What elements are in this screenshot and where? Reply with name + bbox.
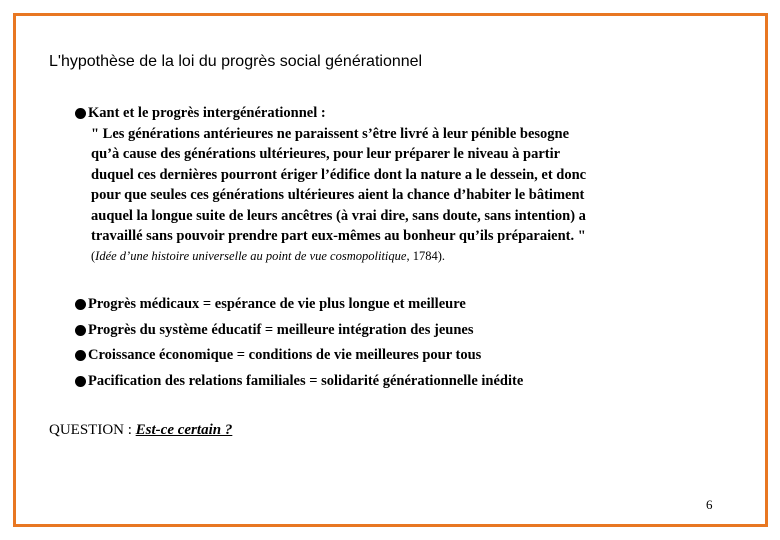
ref-open: ( xyxy=(91,248,96,263)
page-number: 6 xyxy=(706,497,713,512)
kant-quote-block xyxy=(78,103,738,265)
list-item xyxy=(75,369,523,395)
kant-heading: Kant et le progrès intergénérationnel : xyxy=(88,105,326,121)
bullet-icon xyxy=(75,299,86,310)
list-item-text: Progrès du système éducatif = meilleure intégration des jeunes xyxy=(88,321,474,338)
slide xyxy=(13,13,768,527)
quote-line: auquel la longue suite de leurs ancêtres (à vrai dire, sans doute, sans intention) a xyxy=(91,207,586,224)
quote-line: travaillé sans pouvoir prendre part eux-mêmes au bonheur qu’ils préparaient. " xyxy=(91,228,586,244)
list-item xyxy=(75,292,523,318)
list-item xyxy=(75,343,523,369)
question-text: Est-ce certain ? xyxy=(135,422,233,438)
bullet-icon xyxy=(75,376,86,387)
question-label: QUESTION : xyxy=(49,422,136,438)
quote-line: pour que seules ces générations ultérieures aient la chance d’habiter le bâtiment xyxy=(91,187,585,203)
progress-list xyxy=(75,292,523,394)
quote-line: qu’à cause des générations ultérieures, pour leur préparer le niveau à partir xyxy=(91,146,561,162)
bullet-icon xyxy=(75,350,86,361)
list-item xyxy=(75,318,523,344)
question-line xyxy=(49,422,232,439)
kant-heading-row xyxy=(75,103,738,124)
list-item-text: Progrès médicaux = espérance de vie plus longue et meilleure xyxy=(88,296,466,312)
slide-title: L'hypothèse de la loi du progrès social générationnel xyxy=(49,53,423,70)
quote-line: duquel ces dernières pourront ériger l’édifice dont la nature a le dessein, et donc xyxy=(91,166,587,183)
ref-rest: , 1784). xyxy=(406,248,445,263)
list-item-text: Croissance économique = conditions de vie meilleures pour tous xyxy=(88,347,482,363)
kant-quote xyxy=(91,124,738,247)
ref-title: Idée d’une histoire universelle au point de vue cosmopolitique xyxy=(95,248,407,263)
bullet-icon xyxy=(75,325,86,336)
quote-line: " Les générations antérieures ne paraissent s’être livré à leur pénible besogne xyxy=(91,125,570,142)
bullet-icon xyxy=(75,108,86,119)
kant-reference xyxy=(91,247,738,265)
list-item-text: Pacification des relations familiales = solidarité générationnelle inédite xyxy=(88,372,524,389)
